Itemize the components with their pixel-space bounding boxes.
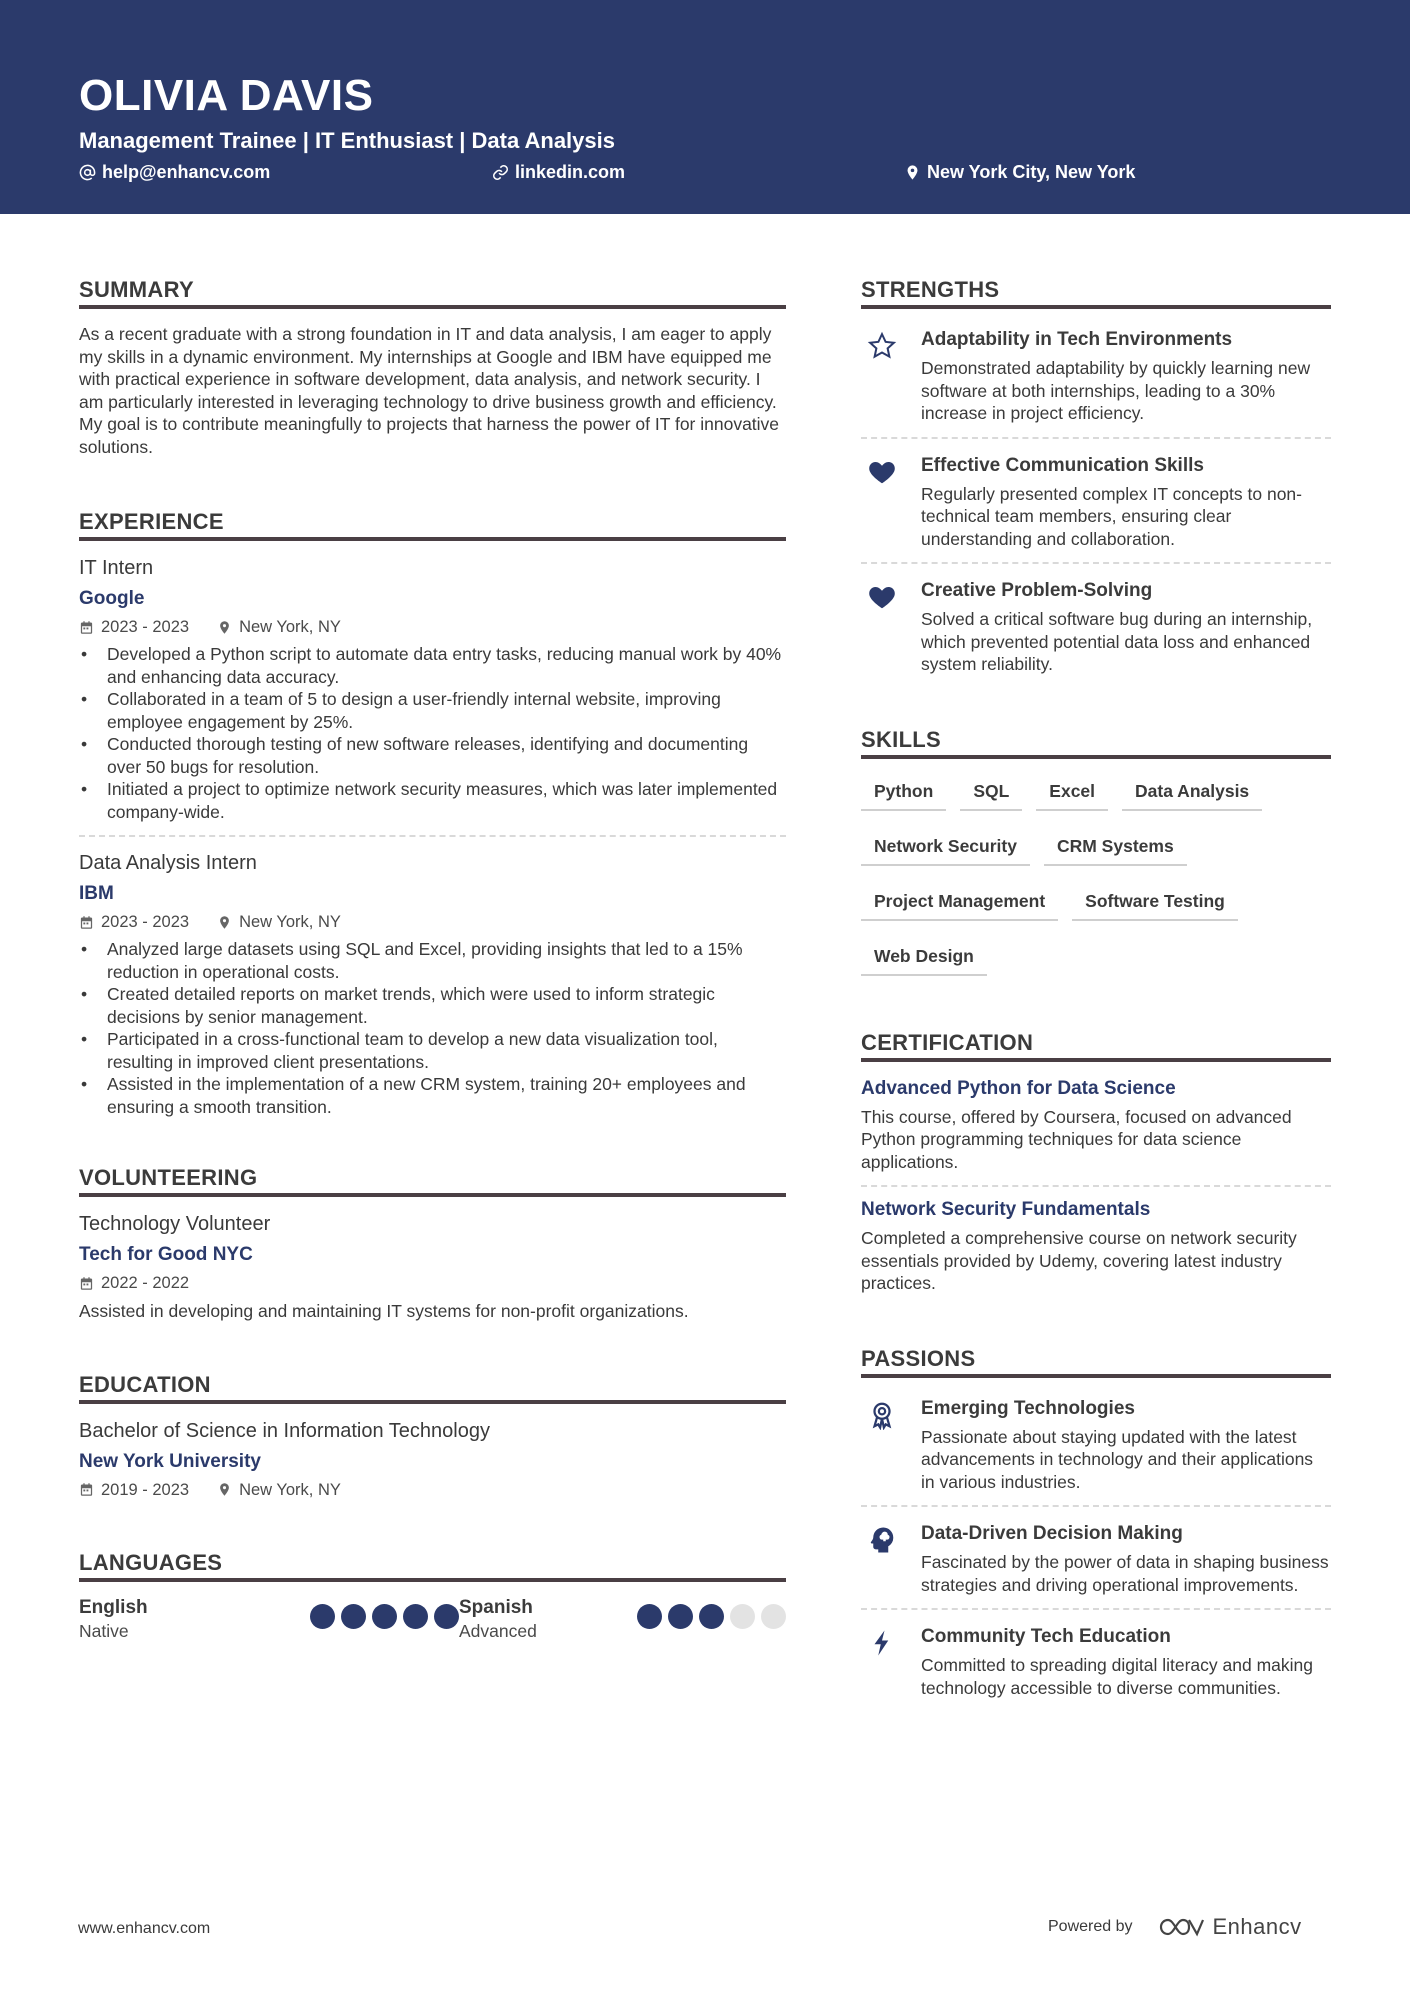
strengths-title: STRENGTHS (861, 276, 1331, 309)
footer-website[interactable]: www.enhancv.com (78, 1920, 211, 1937)
job-bullet: • Collaborated in a team of 5 to design a user-friendly internal website, improving employee engagement by 25%. (79, 688, 786, 733)
skill-tag: Software Testing (1072, 885, 1238, 921)
job-company: Google (79, 588, 145, 609)
summary-text: As a recent graduate with a strong foundation in IT and data analysis, I am eager to apply my skills in a dynamic environment. My internships at Google and IBM have equipped me with practical experience in software development, data analysis, and network security. I am particularly interested in leveraging technology to drive business growth and efficiency. My goal is to contribute meaningfully to projects that harness the power of IT for innovative solutions. (79, 324, 780, 457)
volunteer-meta (79, 1272, 786, 1294)
passion-title: Community Tech Education (921, 1626, 1171, 1647)
enhancv-logo-icon (1157, 1915, 1205, 1939)
head-brain-icon (867, 1525, 897, 1555)
contact-location-text: New York City, New York (927, 162, 1136, 182)
right-column (861, 276, 1331, 1749)
enhancv-logo[interactable] (1157, 1914, 1302, 1940)
strength-divider (861, 437, 1331, 439)
passion-desc: Fascinated by the power of data in shaping business strategies and driving operational improvements. (921, 1552, 1329, 1595)
job-dates-text: 2023 - 2023 (101, 913, 190, 931)
job-location-text: New York, NY (239, 913, 341, 931)
star-icon (867, 331, 897, 361)
rating-dot-empty (761, 1604, 786, 1629)
summary-section (79, 276, 786, 458)
certification-title: CERTIFICATION (861, 1029, 1331, 1062)
job-bullet: • Initiated a project to optimize network security measures, which was later implemented company-wide. (79, 778, 786, 823)
map-pin-icon (217, 620, 232, 635)
job-location (217, 911, 341, 933)
footer-powered-by (1048, 1914, 1302, 1940)
certification-desc: This course, offered by Coursera, focused on advanced Python programming techniques for data science applications. (861, 1106, 1292, 1172)
volunteering-title: VOLUNTEERING (79, 1164, 786, 1197)
contact-email[interactable] (79, 160, 270, 184)
strengths-section (861, 276, 1331, 676)
certification-name: Advanced Python for Data Science (861, 1077, 1176, 1099)
calendar-icon (79, 620, 94, 635)
job-dates-text: 2023 - 2023 (101, 618, 190, 636)
passions-section (861, 1345, 1331, 1700)
job-bullet: • Participated in a cross-functional team to develop a new data visualization tool, resulting in improved client presentations. (79, 1028, 786, 1073)
resume-header (0, 0, 1410, 214)
passion-item (861, 1392, 1331, 1494)
rating-dot-filled (699, 1604, 724, 1629)
language-rating (310, 1604, 459, 1642)
skill-tag: Excel (1036, 775, 1108, 811)
contact-linkedin[interactable] (492, 160, 625, 184)
job-meta (79, 616, 786, 638)
volunteering-section (79, 1164, 786, 1323)
volunteer-role: Technology Volunteer (79, 1213, 271, 1235)
heart-icon (867, 582, 897, 612)
link-icon (492, 164, 509, 181)
language-level: Advanced (459, 1620, 537, 1641)
job-role: IT Intern (79, 557, 154, 579)
passion-divider (861, 1505, 1331, 1507)
job-company: IBM (79, 883, 114, 904)
job-meta (79, 911, 786, 933)
strength-desc: Regularly presented complex IT concepts to non-technical team members, ensuring clear understanding and collaboration. (921, 483, 1302, 549)
candidate-headline: Management Trainee | IT Enthusiast | Data Analysis (79, 128, 615, 153)
map-pin-icon (217, 915, 232, 930)
skill-tag: Project Management (861, 885, 1058, 921)
experience-section (79, 508, 786, 1118)
strength-desc: Demonstrated adaptability by quickly learning new software at both internships, leading to a 30% increase in project efficiency. (921, 358, 1311, 423)
entry-divider (79, 835, 786, 837)
calendar-icon (79, 1482, 94, 1497)
left-column (79, 276, 786, 1692)
certification-desc: Completed a comprehensive course on network security essentials provided by Udemy, covering latest industry practices. (861, 1228, 1297, 1293)
skills-section (861, 726, 1331, 995)
job-role: Data Analysis Intern (79, 852, 257, 874)
education-location-text: New York, NY (239, 1480, 341, 1499)
job-location-text: New York, NY (239, 618, 341, 636)
strength-desc: Solved a critical software bug during an internship, which prevented potential data loss and enhanced system reliability. (921, 609, 1313, 674)
job-location (217, 616, 341, 638)
languages-title: LANGUAGES (79, 1549, 786, 1582)
volunteer-org: Tech for Good NYC (79, 1244, 253, 1265)
passion-desc: Passionate about staying updated with the latest advancements in technology and their applications in various industries. (921, 1426, 1314, 1492)
job-bullet: • Developed a Python script to automate data entry tasks, reducing manual work by 40% and enhancing data accuracy. (79, 643, 786, 688)
rating-dot-filled (372, 1604, 397, 1629)
job-bullet: • Created detailed reports on market trends, which were used to inform strategic decisions by senior management. (79, 983, 786, 1028)
powered-by-label: Powered by (1048, 1918, 1133, 1935)
education-dates-text: 2019 - 2023 (101, 1480, 190, 1499)
education-title: EDUCATION (79, 1371, 786, 1404)
passion-item (861, 1620, 1331, 1699)
language-item (79, 1596, 459, 1642)
passion-desc: Committed to spreading digital literacy and making technology accessible to diverse communities. (921, 1655, 1313, 1698)
passion-title: Emerging Technologies (921, 1397, 1135, 1419)
passion-item (861, 1517, 1331, 1596)
map-pin-icon (217, 1482, 232, 1497)
skills-title: SKILLS (861, 726, 1331, 759)
rating-dot-filled (403, 1604, 428, 1629)
job-dates (79, 911, 189, 933)
education-meta (79, 1479, 786, 1501)
passions-title: PASSIONS (861, 1345, 1331, 1378)
language-level: Native (79, 1620, 129, 1641)
skill-tag: Data Analysis (1122, 775, 1262, 811)
strength-title: Creative Problem-Solving (921, 580, 1153, 601)
certification-item (861, 1197, 1331, 1295)
rating-dot-filled (434, 1604, 459, 1629)
volunteer-dates (79, 1272, 189, 1294)
education-degree: Bachelor of Science in Information Technology (79, 1419, 490, 1442)
strength-title: Adaptability in Tech Environments (921, 329, 1233, 350)
rating-dot-filled (341, 1604, 366, 1629)
skill-tag: Network Security (861, 830, 1030, 866)
certification-name: Network Security Fundamentals (861, 1199, 1151, 1220)
volunteer-text: Assisted in developing and maintaining IT systems for non-profit organizations. (79, 1301, 689, 1321)
certification-divider (861, 1185, 1331, 1187)
job-bullet: • Analyzed large datasets using SQL and Excel, providing insights that led to a 15% reduction in operational costs. (79, 938, 786, 983)
volunteer-dates-text: 2022 - 2022 (101, 1274, 190, 1292)
education-dates (79, 1479, 189, 1501)
award-ribbon-icon (867, 1400, 897, 1430)
rating-dot-filled (637, 1604, 662, 1629)
language-item (459, 1596, 786, 1642)
heart-icon (867, 457, 897, 487)
skills-list (861, 775, 1331, 995)
experience-title: EXPERIENCE (79, 508, 786, 541)
strength-title: Effective Communication Skills (921, 454, 1204, 476)
strength-divider (861, 562, 1331, 564)
certification-section (861, 1029, 1331, 1295)
calendar-icon (79, 915, 94, 930)
at-icon (79, 164, 96, 181)
strength-item (861, 574, 1331, 676)
job-bullets (79, 643, 786, 823)
contact-linkedin-text: linkedin.com (515, 162, 626, 182)
education-location (217, 1479, 341, 1501)
strength-item (861, 323, 1331, 425)
education-section (79, 1371, 786, 1501)
candidate-name: OLIVIA DAVIS (79, 71, 374, 120)
calendar-icon (79, 1276, 94, 1291)
map-pin-icon (904, 164, 921, 181)
education-school: New York University (79, 1450, 261, 1472)
job-bullet: • Conducted thorough testing of new software releases, identifying and documenting over 50 bugs for resolution. (79, 733, 786, 778)
strength-item (861, 449, 1331, 551)
job-dates (79, 616, 189, 638)
contact-location (904, 160, 1135, 184)
languages-section (79, 1549, 786, 1642)
certification-item (861, 1076, 1331, 1174)
languages-row (79, 1596, 786, 1642)
rating-dot-empty (730, 1604, 755, 1629)
skill-tag: SQL (960, 775, 1022, 811)
language-name: English (79, 1596, 148, 1618)
skill-tag: Python (861, 775, 946, 811)
language-name: Spanish (459, 1596, 533, 1618)
job-bullet: • Assisted in the implementation of a new CRM system, training 20+ employees and ensuring a smooth transition. (79, 1073, 786, 1118)
passion-divider (861, 1608, 1331, 1610)
experience-entry (79, 850, 786, 1118)
passion-title: Data-Driven Decision Making (921, 1523, 1183, 1544)
contact-email-text: help@enhancv.com (102, 162, 271, 182)
job-bullets (79, 938, 786, 1118)
rating-dot-filled (310, 1604, 335, 1629)
skill-tag: CRM Systems (1044, 830, 1187, 866)
language-rating (637, 1604, 786, 1642)
enhancv-logo-text: Enhancv (1212, 1914, 1302, 1939)
rating-dot-filled (668, 1604, 693, 1629)
experience-entry (79, 555, 786, 823)
skill-tag: Web Design (861, 940, 987, 976)
lightning-bolt-icon (867, 1628, 897, 1658)
summary-title: SUMMARY (79, 276, 786, 309)
